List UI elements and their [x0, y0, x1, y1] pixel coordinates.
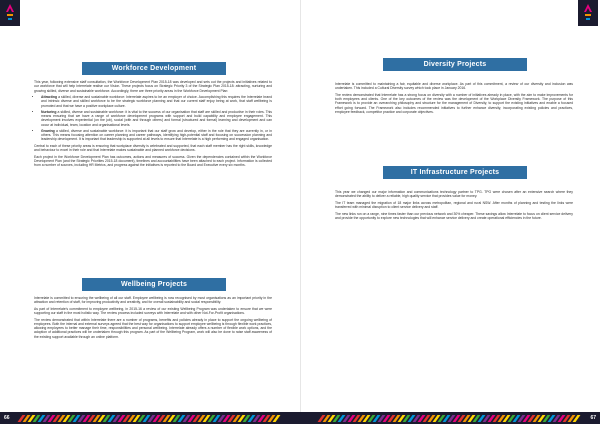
wellbeing-paragraph-2: As part of Interrelate's commitment to employee wellbeing, in 2015-16 a review of our existing Wellbeing Program was undertaken to ensure that we were supporting our staff in the most holistic way. The review process included surveys with Interrelate and with other Not-For-Profit organisations.: [34, 306, 272, 316]
workforce-paragraph-2: Central to each of these priority areas is ensuring that workplace diversity is celebrated and supported, that each staff member has the right skills, knowledge and behaviour to excel in their role and that Interrelate makes sustainable and planned workforce decisions.: [34, 143, 272, 153]
it-heading: IT Infrastructure Projects: [383, 166, 527, 179]
right-page: [300, 0, 600, 424]
wellbeing-heading: Wellbeing Projects: [82, 278, 226, 291]
diversity-paragraph-2: The review demonstrated that Interrelate has a strong focus on diversity with a number of initiatives already in place, with the aim to make improvements for both employees and clients. One of the key outcomes of the review was the development of the Workplace Diversity Framework. The purpose of this Framework is to provide an overarching philosophy and structure for the management of Diversity, to support the existing initiatives and enable a focused effort going forward. The Framework also includes recommended initiatives to further enhance diversity, incorporating existing policies and practices, employee feedback, competitor practice and corporate objectives.: [335, 92, 573, 114]
it-body: [335, 190, 573, 222]
it-paragraph-1: This year we changed our major information and communications technology partner to TPG. TPG were chosen after an extensive search where they demonstrated the ability to deliver a reliable, high quality service that provides value for money.: [335, 190, 573, 199]
workforce-body: [34, 80, 272, 170]
priority-attracting: • Attracting a skilled, diverse and sustainable workforce: Interrelate aspires to be an employer of choice. Accomplishing this requires the Interrelate brand and intrinsic diverse and skilled workforce to be the strategic workforce planning and that our current staff enjoy being at work, that staff wellbeing is promoted and that we have a positive workplace culture.: [41, 95, 272, 108]
wellbeing-paragraph-3: The review demonstrated that within Interrelate there are a number of programs, benefits and policies already in place to support the ongoing wellbeing of employees. Both the internal and external surveys agreed that the best way for organisations to support employee wellbeing is through flexible work practices, allowing employees to better manage their time, responsibilities and personal wellbeing. Interrelate already offers a number of flexible work options, and the adoption of additional practices will be undertaken through this program. As part of the Wellbeing Program, work will also be done to raise staff awareness of the existing support available through an online platform.: [34, 317, 272, 339]
workforce-priority-list: [34, 95, 272, 142]
diversity-paragraph-1: Interrelate is committed to maintaining a fair, equitable and diverse workplace. As part of this commitment, a review of our diversity and inclusion was undertaken. This included a Cultural Diversity survey which took place in January 2016.: [335, 82, 573, 91]
footer-bar: [0, 412, 600, 424]
wellbeing-body: [34, 296, 272, 341]
workforce-intro: This year, following extensive staff consultation, the Workforce Development Plan 2015-18 was developed and sets out the projects and initiatives related to our workforce that will help Interrelate realise our Vision. These projects focus on Strategic Priority 3 of the Strategic Plan 2015-18: attracting, nurturing and growing skilled, diverse and sustainable workforce. Accordingly, there are three priority areas in the Workforce Development Plan:: [34, 80, 272, 93]
interrelate-logo: [0, 0, 20, 26]
decorative-stripe-left: [20, 415, 280, 422]
page-number-right: 67: [590, 415, 596, 421]
interrelate-logo-right: [578, 0, 598, 26]
wellbeing-paragraph-1: Interrelate is committed to ensuring the wellbeing of all our staff. Employee wellbeing is now recognised by most organisations as an important priority in the attraction and retention of staff, for improving productivity and creativity, and for overall sustainability and social responsibility.: [34, 296, 272, 305]
diversity-heading: Diversity Projects: [383, 58, 527, 71]
page-number-left: 66: [4, 415, 10, 421]
it-paragraph-3: The new links run on a range, nine times faster than our previous network and 30% cheaper. These savings allow Interrelate to focus on client service delivery and provide the opportunity to explore new technologies that will enhance service delivery and create operational efficiencies in the future.: [335, 211, 573, 220]
it-paragraph-2: The IT team managed the migration of 18 major links across metropolitan, regional and rural NSW. After months of planning and testing the links were transferred with minimal disruption to client service delivery and staff.: [335, 200, 573, 210]
workforce-heading: Workforce Development: [82, 62, 226, 75]
diversity-body: [335, 82, 573, 116]
workforce-paragraph-3: Each project in the Workforce Development Plan has outcomes, actions and measures of success. Given the dependencies contained within the Workforce Development Plan (and the Strategic Priorities 2015-18 document), timelines and accountabilities have been attached to each project. Information is collected from a number of sources, including HR Metrics, and progress against the initiatives is reported to the Board and Executive every six months.: [34, 154, 272, 168]
priority-growing: • Growing a skilled, diverse and sustainable workforce: it is important that our staff grow and develop, either in the role that they are currently in, or in others. This means focusing attention on career planning and career pathways, identifying high-potential staff and focusing on succession planning and leadership development. It is important that leadership is supported at all levels to ensure that Interrelate is a high performing and engaged organisation.: [41, 129, 272, 142]
priority-nurturing: • Nurturing a skilled, diverse and sustainable workforce: it is vital to the success of our organisation that staff are skilled and productive in their roles. This means ensuring that we have a range of workforce development programs with support and build capability and employee engagement. This development involves experiential (on the job), social (with and through others) and formal (structured and formal) learning and development and can occur at individual, team, location and organisational levels.: [41, 110, 272, 127]
decorative-stripe-right: [320, 415, 580, 422]
